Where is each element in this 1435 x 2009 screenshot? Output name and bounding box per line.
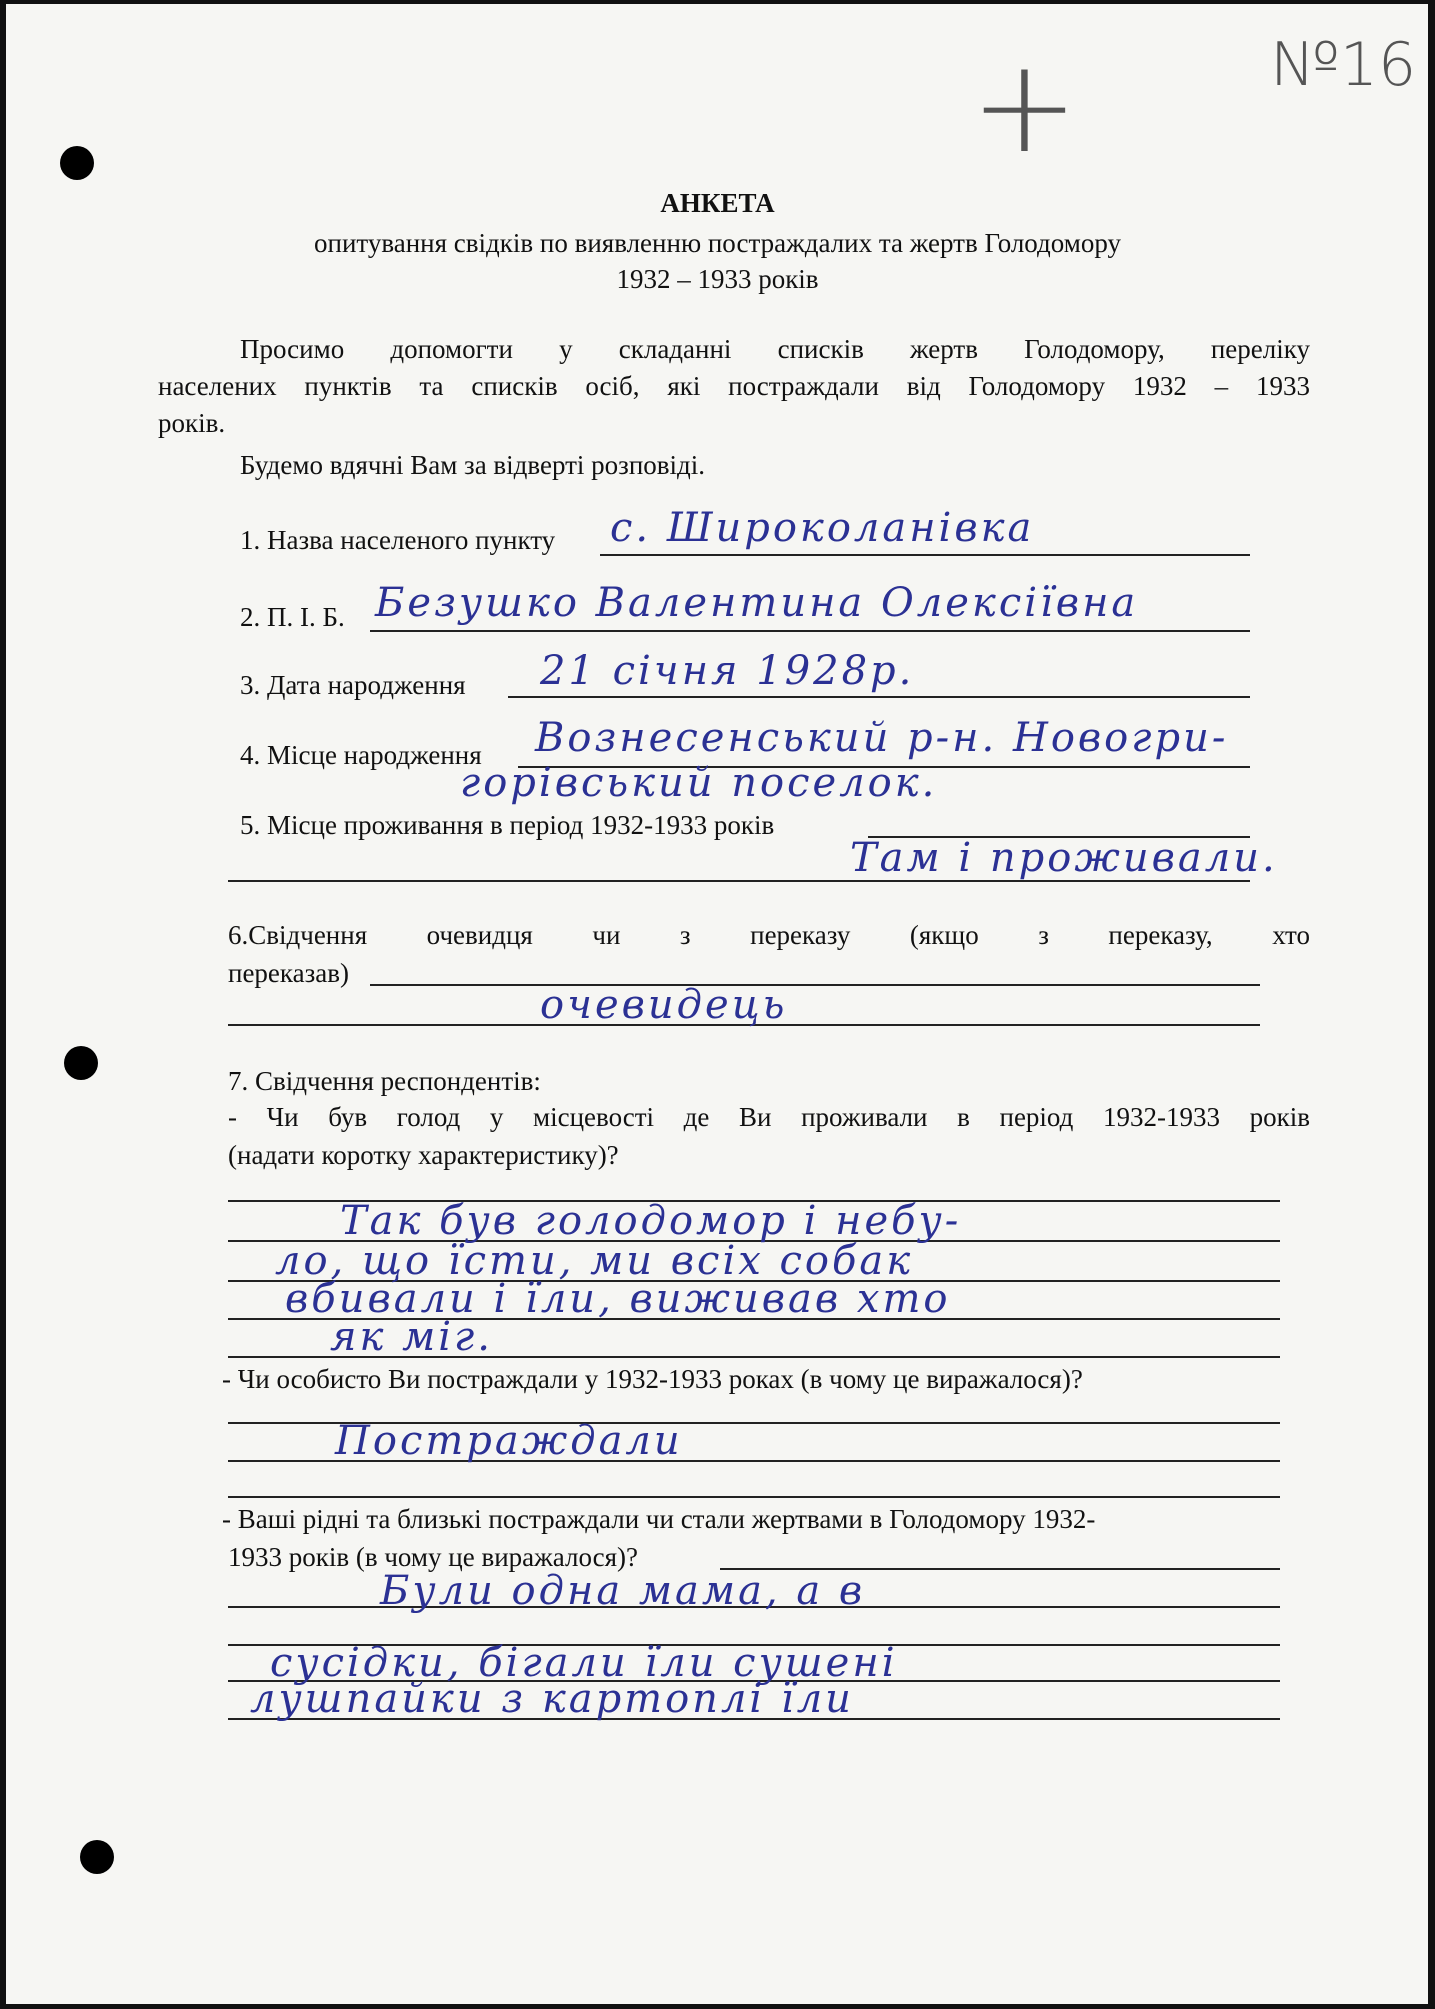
answer-testimony-type: очевидець — [540, 982, 788, 1028]
answer-line — [370, 630, 1250, 632]
field-label-birth-place: 4. Місце народження — [240, 740, 482, 770]
answer-line — [228, 1496, 1280, 1498]
question-famine: - Чи був голод у місцевості де Ви проживали в період 1932-1933 років — [228, 1102, 1310, 1132]
answer-line — [370, 984, 1260, 986]
question-relatives: - Ваші рідні та близькі постраждали чи стали жертвами в Голодомору 1932- — [222, 1504, 1096, 1534]
punch-hole — [64, 1046, 98, 1080]
answer-famine-line: як міг. — [330, 1314, 493, 1360]
punch-hole — [80, 1840, 114, 1874]
intro-line: населених пунктів та списків осіб, які постраждали від Голодомору 1932 – 1933 — [158, 371, 1310, 401]
intro-line: років. — [158, 408, 226, 438]
pencil-number-mark: №16 — [1270, 30, 1417, 100]
answer-personal: Постраждали — [335, 1418, 683, 1464]
document-years: 1932 – 1933 років — [616, 264, 819, 294]
answer-settlement: с. Широколанівка — [610, 505, 1035, 551]
field-label-settlement: 1. Назва населеного пункту — [240, 525, 556, 555]
answer-famine-line: ло, що їсти, ми всіх собак — [275, 1238, 914, 1284]
question-relatives-cont: 1933 років (в чому це виражалося)? — [228, 1542, 639, 1572]
section7-title: 7. Свідчення респондентів: — [228, 1066, 541, 1096]
field-label-residence: 5. Місце проживання в період 1932-1933 років — [240, 810, 775, 840]
field-label-testimony-type: 6.Свідчення очевидця чи з переказу (якщо з переказу, хто — [228, 920, 1310, 950]
pencil-cross-mark: + — [970, 30, 1079, 182]
answer-relatives-line: лушпайки з картоплі їли — [250, 1676, 854, 1722]
field-label-birth-date: 3. Дата народження — [240, 670, 466, 700]
intro-line: Просимо допомогти у складанні списків жертв Голодомору, переліку — [240, 334, 1310, 364]
field-label-full-name: 2. П. І. Б. — [240, 602, 345, 632]
answer-birth-place-line2: горівський поселок. — [460, 760, 938, 806]
question-personal: - Чи особисто Ви постраждали у 1932-1933 роках (в чому це виражалося)? — [222, 1364, 1083, 1394]
question-famine-cont: (надати коротку характеристику)? — [228, 1140, 619, 1170]
answer-full-name: Безушко Валентина Олексіївна — [375, 580, 1139, 626]
document-title: АНКЕТА — [660, 188, 775, 218]
answer-line — [508, 696, 1250, 698]
answer-famine-line: вбивали і їли, виживав хто — [285, 1276, 951, 1322]
field-label-testimony-type-cont: переказав) — [228, 958, 349, 988]
answer-famine-line: Так був голодомор і небу- — [340, 1198, 962, 1244]
answer-line — [600, 554, 1250, 556]
answer-relatives-line: Були одна мама, а в — [380, 1568, 866, 1614]
answer-residence: Там і проживали. — [850, 835, 1278, 881]
answer-birth-date: 21 січня 1928р. — [540, 648, 915, 694]
answer-relatives-line: сусідки, бігали їли сушені — [270, 1640, 898, 1686]
document-subtitle: опитування свідків по виявленню постраждалих та жертв Голодомору — [314, 228, 1121, 258]
answer-birth-place-line1: Вознесенський р-н. Новогри- — [535, 715, 1229, 761]
punch-hole — [60, 146, 94, 180]
intro-thanks: Будемо вдячні Вам за відверті розповіді. — [240, 450, 706, 480]
